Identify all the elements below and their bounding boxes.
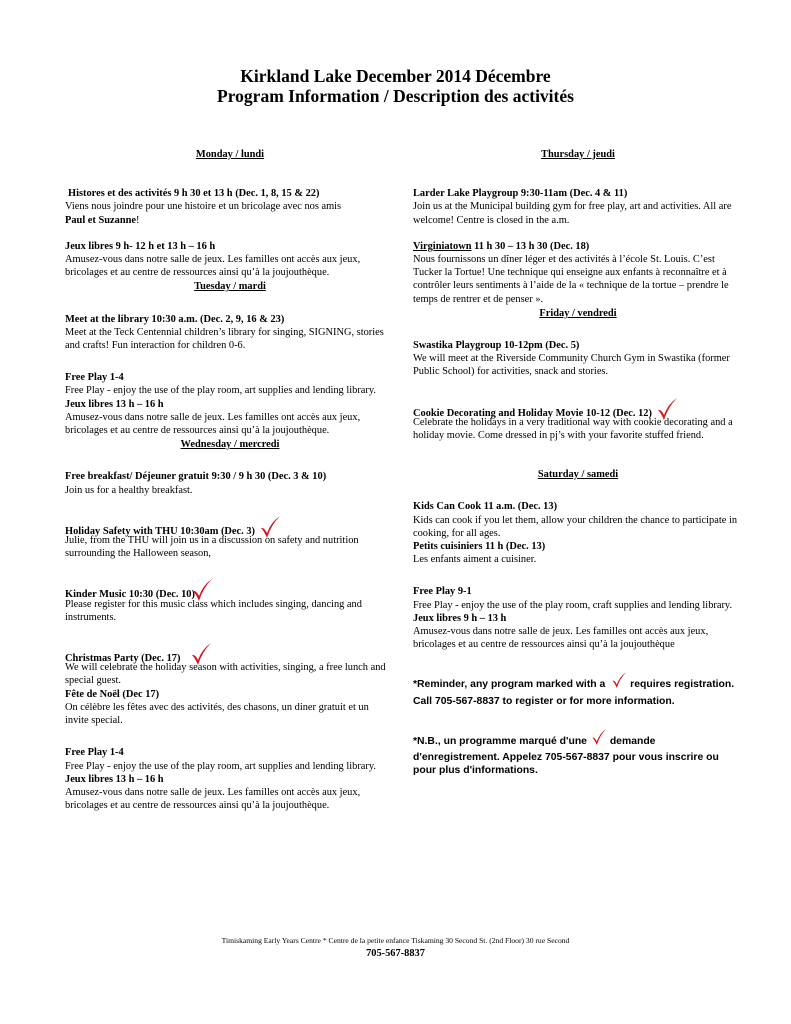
program-saturday-kidscook	[413, 500, 743, 566]
program-title: Histores et des activités 9 h 30 et 13 h (Dec. 1, 8, 15 & 22)	[68, 188, 320, 200]
program-title: Kids Can Cook 11 a.m. (Dec. 13)	[413, 501, 558, 513]
program-wednesday-kindermusic	[65, 579, 395, 624]
program-title-text: Kinder Music 10:30 (Dec. 10)	[65, 589, 195, 601]
program-description: Meet at the Teck Centennial children’s library for singing, SIGNING, stories and crafts! Fun interaction for children 0-6.	[65, 326, 384, 352]
program-title-location: Virginiatown	[413, 240, 472, 252]
registration-reminder-fr	[413, 727, 743, 778]
program-friday-cookie	[413, 398, 743, 443]
program-description: Julie, from the THU will join us in a discussion on safety and nutrition surrounding the Halloween season,	[65, 535, 359, 560]
program-title: Swastika Playgroup 10-12pm (Dec. 5)	[413, 340, 580, 352]
program-wednesday-freeplay	[65, 746, 395, 812]
program-description: Nous fournissons un dîner léger et des activités à l’école St. Louis. C’est Tucker la Tortue! Une technique qui enseigne aux enfants à reconnaître et à contrôler leurs sentiments à l’aide de la « technique de la tortue – prendre le temps de rentrer et de penser ».	[413, 254, 729, 305]
program-monday-stories	[65, 187, 395, 227]
program-title: Free Play 9-1	[413, 586, 472, 598]
program-description: Join us for a healthy breakfast.	[65, 484, 193, 496]
program-description	[65, 200, 395, 226]
program-thursday-virginiatown	[413, 240, 743, 306]
program-title-text: Christmas Party (Dec. 17)	[65, 653, 181, 665]
program-title: Free Play 1-4	[65, 372, 124, 384]
program-title: Free Play 1-4	[65, 747, 124, 759]
program-title-text: Holiday Safety with THU 10:30am (Dec. 3)	[65, 525, 255, 537]
program-monday-freeplay	[65, 240, 395, 280]
program-friday-swastika	[413, 339, 743, 379]
program-title-fr: Jeux libres 9 h – 13 h	[413, 612, 507, 624]
title-line-1: Kirkland Lake December 2014 Décembre	[240, 66, 551, 86]
program-title	[413, 240, 743, 253]
program-title: Meet at the library 10:30 a.m. (Dec. 2, 9, 16 & 23)	[65, 313, 285, 325]
program-description-fr: Amusez-vous dans notre salle de jeux. Les familles ont accès aux jeux, bricolages et au centre de ressources ainsi qu’à la joujouthèque	[413, 626, 709, 651]
day-heading-saturday: Saturday / samedi	[537, 469, 619, 481]
program-description: We will meet at the Riverside Community Church Gym in Swastika (former Public School) for activities, snack and stories.	[413, 353, 730, 378]
day-heading-tuesday: Tuesday / mardi	[194, 281, 266, 293]
program-description: Please register for this music class which includes singing, dancing and instruments.	[65, 598, 362, 623]
program-title-fr: Petits cuisiniers 11 h (Dec. 13)	[413, 541, 546, 553]
program-title: Free breakfast/ Déjeuner gratuit 9:30 / 9 h 30 (Dec. 3 & 10)	[65, 471, 327, 483]
program-tuesday-library	[65, 313, 395, 353]
program-description: Kids can cook if you let them, allow your children the chance to participate in cooking, for all ages.	[413, 514, 738, 539]
program-title-fr: Fête de Noël (Dec 17)	[65, 688, 160, 700]
program-title-fr: Jeux libres 13 h – 16 h	[65, 398, 164, 410]
page-title	[0, 66, 791, 106]
program-description-fr: On célèbre les fêtes avec des activités, des chasons, un diner gratuit et un invite special.	[65, 701, 369, 727]
program-description-fr: Amusez-vous dans notre salle de jeux. Les familles ont accès aux jeux, bricolages et au centre de ressources ainsi qu’à la joujouthèque.	[65, 411, 361, 437]
reminder-text-start: *Reminder, any program marked with a	[413, 679, 606, 691]
left-column	[65, 148, 395, 812]
program-wednesday-breakfast	[65, 470, 395, 496]
program-description: Free Play - enjoy the use of the play room, art supplies and lending library.	[65, 760, 376, 772]
footer-phone: 705-567-8837	[366, 948, 425, 959]
program-title: Jeux libres 9 h- 12 h et 13 h – 16 h	[65, 240, 216, 252]
red-checkmark-icon	[591, 727, 607, 751]
program-description-fr: Amusez-vous dans notre salle de jeux. Les familles ont accès aux jeux, bricolages et au centre de ressources ainsi qu’à la joujouthèque.	[65, 786, 361, 812]
program-wednesday-christmas	[65, 643, 395, 727]
title-line-2: Program Information / Description des activités	[217, 86, 574, 106]
program-description: Free Play - enjoy the use of the play room, craft supplies and lending library.	[413, 599, 733, 611]
reminder-text-end: demande d'enregistrement. Appelez 705-567-8837 pour vous inscrire ou pour plus d'informations.	[413, 735, 719, 777]
page-footer	[0, 936, 791, 959]
program-description-text: Viens nous joindre pour une histoire et un bricolage avec nos amis	[65, 201, 342, 213]
day-heading-friday: Friday / vendredi	[539, 307, 617, 319]
program-description-names: Paul et Suzanne	[65, 214, 137, 226]
program-wednesday-safety	[65, 516, 395, 561]
program-thursday-larderlake	[413, 187, 743, 227]
program-description: Join us at the Municipal building gym for free play, art and activities. All are welcome! Centre is closed in the a.m.	[413, 201, 732, 226]
program-title-time: 11 h 30 – 13 h 30 (Dec. 18)	[471, 240, 590, 252]
program-saturday-freeplay	[413, 585, 743, 651]
program-description: Free Play - enjoy the use of the play room, art supplies and lending library.	[65, 385, 376, 397]
program-description: We will celebrate the holiday season with activities, singing, a free lunch and special guest.	[65, 662, 386, 687]
program-title-fr: Jeux libres 13 h – 16 h	[65, 773, 164, 785]
program-title: Larder Lake Playgroup 9:30-11am (Dec. 4 & 11)	[413, 188, 628, 200]
reminder-text-end: requires registration. Call 705-567-8837 to register or for more information.	[413, 679, 735, 707]
right-column	[413, 148, 743, 778]
day-heading-thursday: Thursday / jeudi	[541, 149, 615, 160]
program-description-fr: Les enfants aiment a cuisiner.	[413, 554, 537, 566]
program-description: Celebrate the holidays in a very traditional way with cookie decorating and a holiday movie. Come dressed in pj’s with your favorite stuffed friend.	[413, 416, 733, 442]
program-description-end: !	[136, 214, 140, 226]
program-tuesday-freeplay	[65, 371, 395, 437]
day-heading-monday: Monday / lundi	[195, 149, 265, 160]
red-checkmark-icon	[611, 670, 627, 694]
day-heading-wednesday: Wednesday / mercredi	[180, 439, 280, 451]
registration-reminder-en	[413, 670, 743, 707]
reminder-text-start: *N.B., un programme marqué d'une	[413, 735, 587, 747]
program-title-text: Cookie Decorating and Holiday Movie 10-12 (Dec. 12)	[413, 407, 652, 419]
program-description: Amusez-vous dans notre salle de jeux. Les familles ont accès aux jeux, bricolages et au centre de ressources ainsi qu’à la joujouthèque.	[65, 254, 361, 279]
footer-address: Timiskaming Early Years Centre * Centre de la petite enfance Tiskaming 30 Second St. (2nd Floor) 30 rue Second	[221, 936, 570, 945]
